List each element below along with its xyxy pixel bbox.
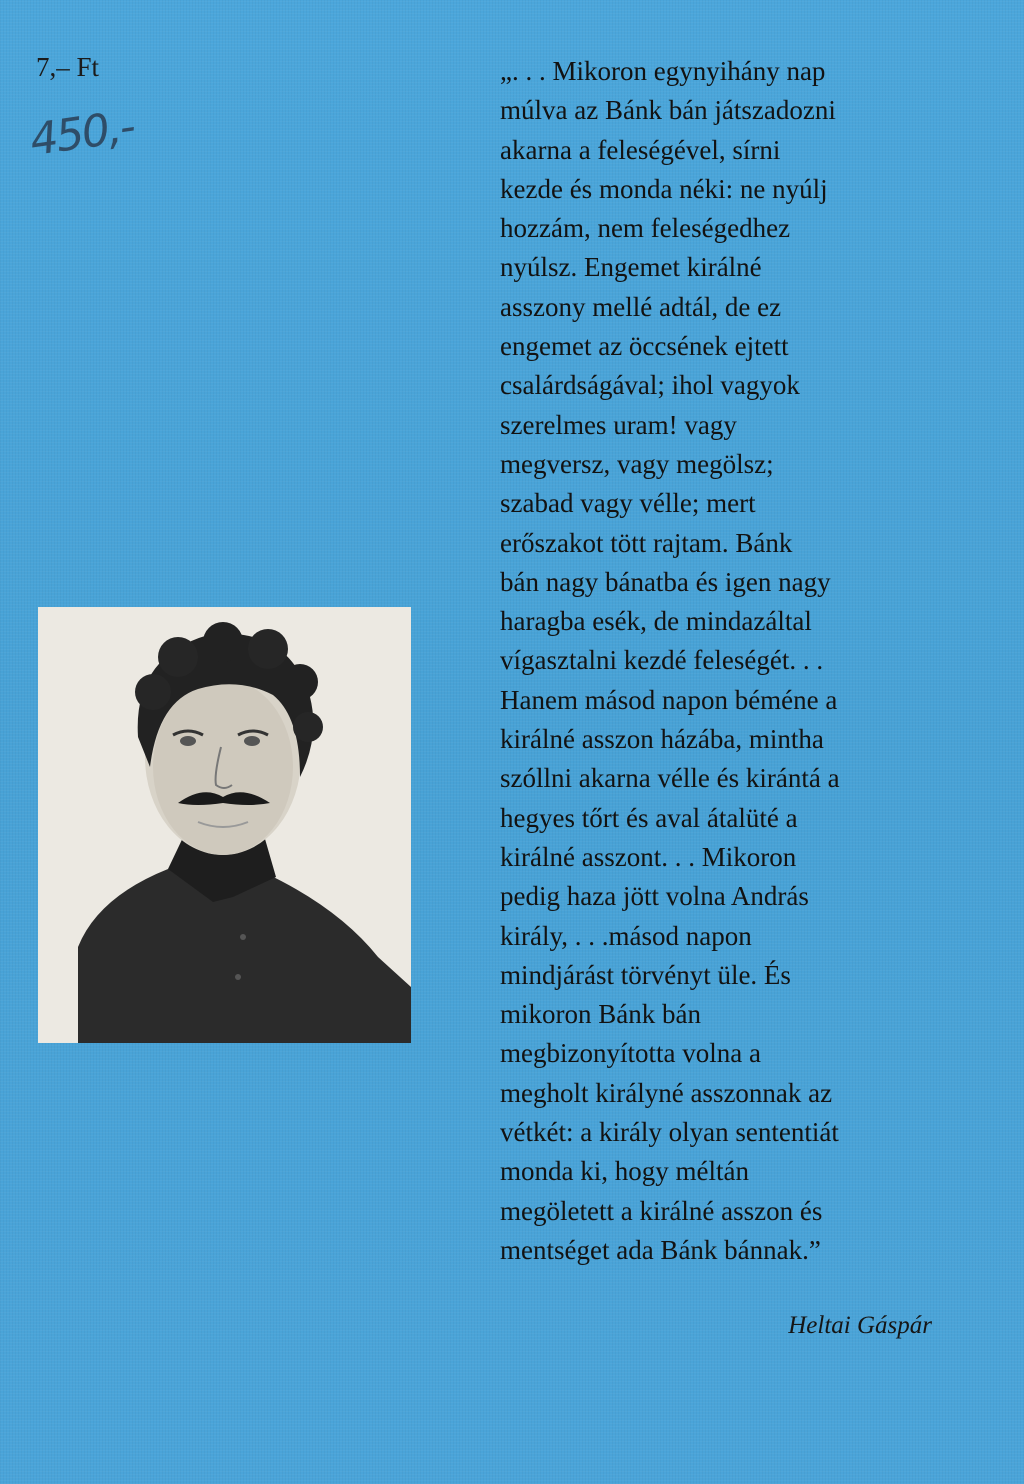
quote-line: „. . . Mikoron egynyihány nap — [500, 56, 826, 86]
quote-line: akarna a feleségével, sírni — [500, 134, 781, 165]
quote-line: király, . . .másod napon — [500, 920, 752, 951]
quote-line: szóllni akarna vélle és kirántá a — [500, 763, 840, 794]
quote-line: királné asszont. . . Mikoron — [500, 841, 797, 872]
quote-text — [500, 52, 940, 1270]
quote-line: megbizonyította volna a — [500, 1038, 761, 1069]
quote-line: monda ki, hogy méltán — [500, 1156, 749, 1187]
quote-line: engemet az öccsének ejtett — [500, 331, 789, 362]
quote-line: erőszakot tött rajtam. Bánk — [500, 527, 793, 558]
quote-author: Heltai Gáspár — [788, 1312, 932, 1339]
price-label: 7,– Ft — [36, 52, 100, 82]
quote-line: kezde és monda néki: ne nyúlj — [500, 173, 828, 204]
quote-line: nyúlsz. Engemet királné — [500, 252, 762, 283]
quote-line: Hanem másod napon béméne a — [500, 684, 838, 715]
quote-line: hegyes tőrt és aval átalüté a — [500, 802, 798, 833]
quote-line: asszony mellé adtál, de ez — [500, 291, 782, 322]
quote-line: szerelmes uram! vagy — [500, 409, 737, 440]
quote-line: pedig haza jött volna András — [500, 881, 809, 912]
quote-line: megversz, vagy megölsz; — [500, 448, 774, 479]
quote-line: hozzám, nem feleségedhez — [500, 213, 791, 244]
quote-line: haragba esék, de mindazáltal — [500, 606, 812, 637]
portrait-image — [38, 607, 411, 1043]
quote-line: királné asszon házába, mintha — [500, 724, 824, 755]
quote-line: csalárdságával; ihol vagyok — [500, 370, 800, 401]
handwritten-price: 450,- — [26, 101, 137, 166]
quote-line: bán nagy bánatba és igen nagy — [500, 566, 831, 597]
quote-line: mikoron Bánk bán — [500, 999, 701, 1030]
quote-line: megöletett a királné asszon és — [500, 1195, 823, 1226]
quote-line: vígasztalni kezdé feleségét. . . — [500, 645, 824, 676]
quote-line: mentséget ada Bánk bánnak.” — [500, 1234, 821, 1265]
quote-line: szabad vagy vélle; mert — [500, 488, 756, 519]
quote-line: mindjárást törvényt üle. És — [500, 959, 791, 990]
quote-line: vétkét: a király olyan sententiát — [500, 1117, 839, 1148]
quote-line: megholt királyné asszonnak az — [500, 1077, 833, 1108]
quote-line: múlva az Bánk bán játszadozni — [500, 95, 836, 126]
portrait-engraving — [38, 607, 411, 1043]
